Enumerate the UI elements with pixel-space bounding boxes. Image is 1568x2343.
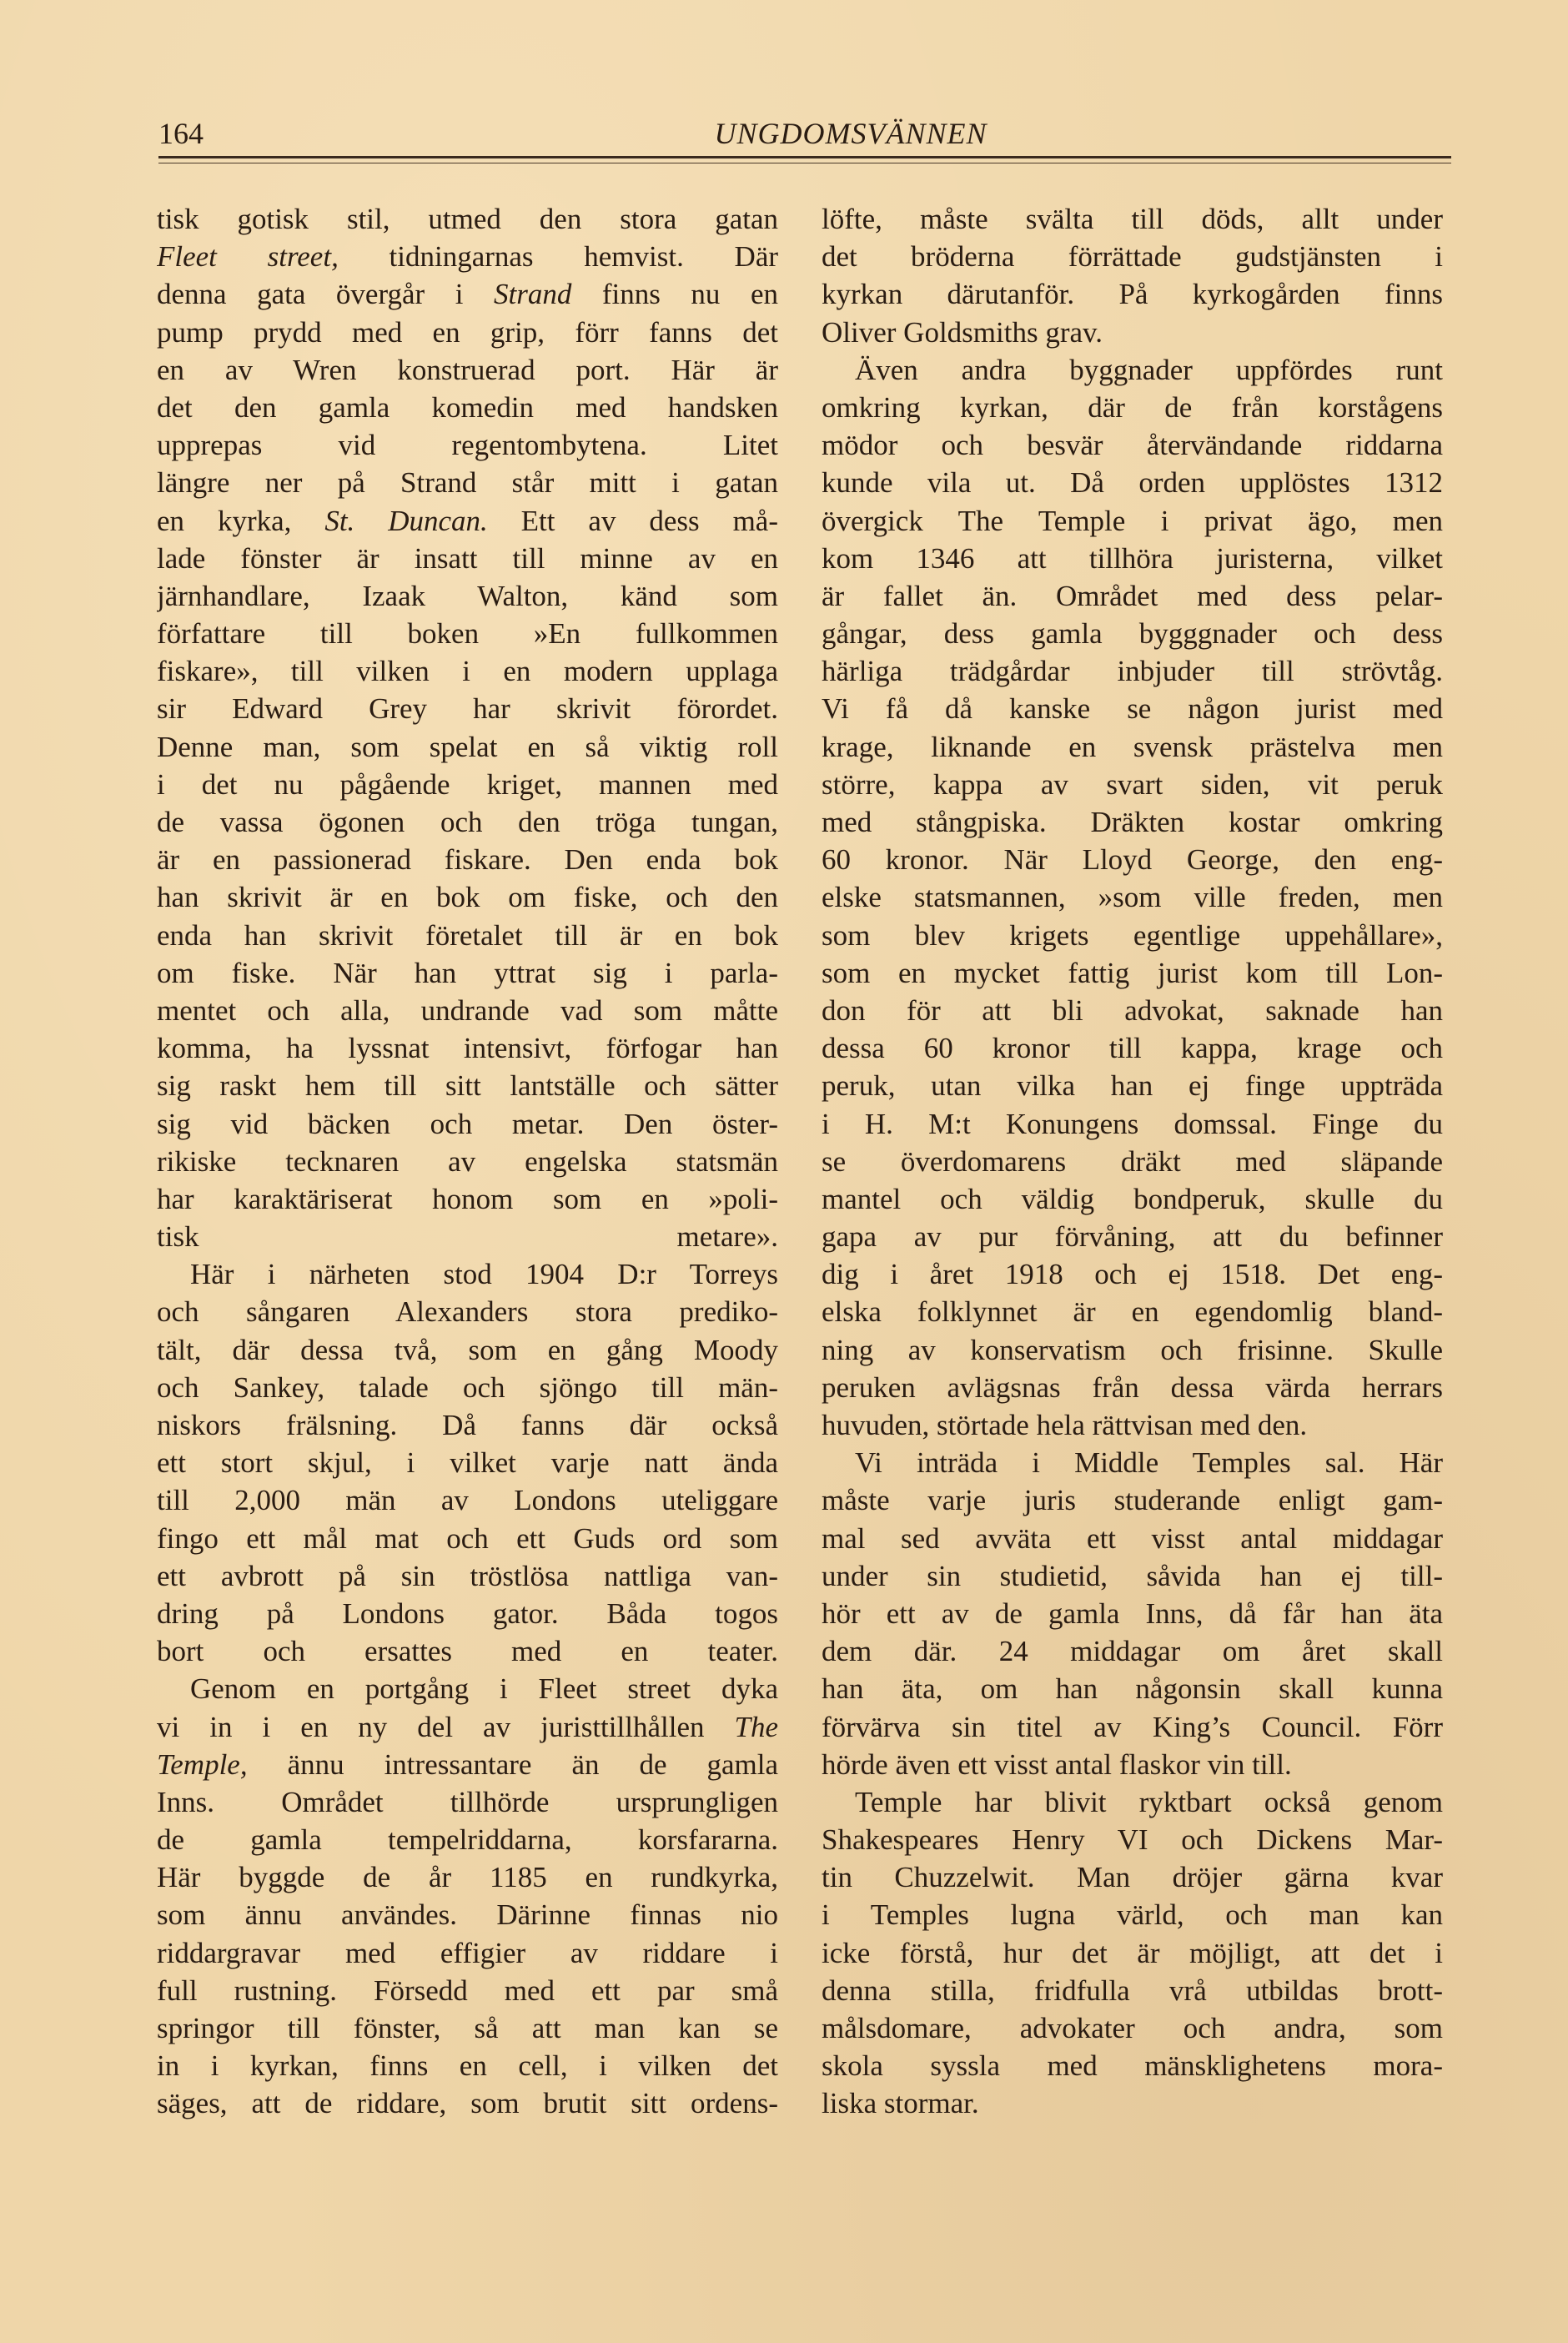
text-line: järnhandlare, Izaak Walton, känd som — [157, 579, 778, 612]
text-line: hör ett av de gamla Inns, då får han äta — [822, 1596, 1443, 1630]
text-line: krage, liknande en svensk prästelva men — [822, 730, 1443, 763]
text-line: omkring kyrkan, där de från korstågens — [822, 390, 1443, 424]
text-line: under sin studietid, såvida han ej till- — [822, 1559, 1443, 1592]
text-line: lade fönster är insatt till minne av en — [157, 541, 778, 575]
text-line: dring på Londons gator. Båda togos — [157, 1596, 778, 1630]
text-line: Vi inträda i Middle Temples sal. Här — [855, 1446, 1443, 1480]
text-line: en kyrka, St. Duncan. Ett av dess må- — [157, 504, 778, 537]
text-line: dem där. 24 middagar om året skall — [822, 1635, 1443, 1668]
text-line: de vassa ögonen och den tröga tungan, — [157, 806, 778, 838]
text-line: i det nu pågående kriget, mannen med — [157, 767, 778, 801]
text-line: kyrkan därutanför. På kyrkogården finns — [822, 278, 1443, 311]
text-line: de gamla tempelriddarna, korsfararna. — [157, 1823, 778, 1857]
text-line: don för att bli advokat, saknade han — [822, 993, 1443, 1027]
text-line: det bröderna förrättade gudstjänsten i — [822, 240, 1443, 274]
text-line: kunde vila ut. Då orden upplöstes 1312 — [822, 466, 1443, 500]
text-line: bort och ersattes med en teater. — [157, 1635, 778, 1668]
text-line: som ännu användes. Därinne finnas nio — [157, 1898, 778, 1932]
text-line: längre ner på Strand står mitt i gatan — [157, 466, 778, 500]
text-line: ett avbrott på sin tröstlösa nattliga van- — [157, 1559, 778, 1592]
text-line: skola syssla med mänsklighetens mora- — [822, 2049, 1443, 2083]
text-line: övergick The Temple i privat ägo, men — [822, 504, 1443, 537]
text-line: säges, att de riddare, som brutit sitt ordens- — [157, 2087, 778, 2120]
text-line: om fiske. När han yttrat sig i parla- — [157, 956, 778, 989]
left-column — [157, 200, 778, 2123]
text-line: ett stort skjul, i vilket varje natt ända — [157, 1446, 778, 1480]
text-line: se överdomarens dräkt med släpande — [822, 1144, 1443, 1178]
text-line: enda han skrivit företalet till är en bok — [157, 918, 778, 952]
text-line: större, kappa av svart siden, vit peruk — [822, 767, 1443, 801]
text-line: han skrivit är en bok om fiske, och den — [157, 881, 778, 914]
italic-text: The — [734, 1710, 778, 1743]
text-line: peruken avlägsnas från dessa värda herrars — [822, 1370, 1443, 1404]
text-line: måste varje juris studerande enligt gam- — [822, 1484, 1443, 1517]
page-number: 164 — [158, 117, 204, 150]
text-line: mödor och besvär återvändande riddarna — [822, 429, 1443, 462]
text-line: tin Chuzzelwit. Man dröjer gärna kvar — [822, 1861, 1443, 1894]
text-line: sig raskt hem till sitt lantställe och sätter — [157, 1069, 778, 1103]
text-line: elske statsmannen, »som ville freden, men — [822, 881, 1443, 914]
text-line: med stångpiska. Dräkten kostar omkring — [822, 806, 1443, 838]
text-line: Shakespeares Henry VI och Dickens Mar- — [822, 1823, 1443, 1857]
text-line: Fleet street, tidningarnas hemvist. Där — [157, 240, 778, 274]
text-line: Temple har blivit ryktbart också genom — [855, 1785, 1443, 1818]
text-line: niskors frälsning. Då fanns där också — [157, 1409, 778, 1441]
text-line: huvuden, störtade hela rättvisan med den. — [822, 1409, 1308, 1441]
text-line: fingo ett mål mat och ett Guds ord som — [157, 1521, 778, 1555]
text-line: Här i närheten stod 1904 D:r Torreys — [190, 1258, 778, 1291]
text-line: denna stilla, fridfulla vrå utbildas brott- — [822, 1973, 1443, 2007]
text-line: peruk, utan vilka han ej finge uppträda — [822, 1069, 1443, 1103]
text-line: rikiske tecknaren av engelska statsmän — [157, 1144, 778, 1178]
text-line: och Sankey, talade och sjöngo till män- — [157, 1370, 778, 1404]
header-rule-thick — [158, 156, 1451, 158]
text-line: kom 1346 att tillhöra juristerna, vilket — [822, 541, 1443, 575]
italic-text: Temple, — [157, 1747, 248, 1781]
text-line: tält, där dessa två, som en gång Moody — [157, 1333, 778, 1366]
text-line: gångar, dess gamla bygggnader och dess — [822, 617, 1443, 651]
text-line: härliga trädgårdar inbjuder till strövtåg. — [822, 655, 1443, 688]
text-line: sig vid bäcken och metar. Den öster- — [157, 1107, 778, 1140]
text-line: springor till fönster, så att man kan se — [157, 2012, 778, 2044]
text-line: är en passionerad fiskare. Den enda bok — [157, 843, 778, 877]
italic-text: St. Duncan. — [324, 504, 488, 537]
text-line: Temple, ännu intressantare än de gamla — [157, 1747, 778, 1781]
text-line: komma, ha lyssnat intensivt, förfogar han — [157, 1032, 778, 1065]
text-line: denna gata övergår i Strand finns nu en — [157, 278, 778, 311]
text-line: pump prydd med en grip, förr fanns det — [157, 315, 778, 349]
text-line: upprepas vid regentombytena. Litet — [157, 429, 778, 462]
text-line: elska folklynnet är en egendomlig bland- — [822, 1295, 1443, 1329]
text-line: in i kyrkan, finns en cell, i vilken det — [157, 2049, 778, 2083]
text-line: som en mycket fattig jurist kom till Lon- — [822, 956, 1443, 989]
text-line: Här byggde de år 1185 en rundkyrka, — [157, 1861, 778, 1894]
text-line: i Temples lugna värld, och man kan — [822, 1898, 1443, 1932]
text-line: och sångaren Alexanders stora prediko- — [157, 1295, 778, 1329]
text-line: vi in i en ny del av juristtillhållen The — [157, 1710, 778, 1743]
text-line: Denne man, som spelat en så viktig roll — [157, 730, 778, 763]
text-line: Vi få då kanske se någon jurist med — [822, 692, 1443, 726]
text-line: riddargravar med effigier av riddare i — [157, 1936, 778, 1969]
text-line: det den gamla komedin med handsken — [157, 390, 778, 424]
text-line: mantel och väldig bondperuk, skulle du — [822, 1182, 1443, 1215]
italic-text: Fleet street, — [157, 240, 339, 274]
text-line: en av Wren konstruerad port. Här är — [157, 353, 778, 386]
text-line: Även andra byggnader uppfördes runt — [855, 353, 1443, 386]
right-column — [822, 200, 1443, 2123]
text-line: Oliver Goldsmiths grav. — [822, 315, 1103, 349]
page-header — [158, 115, 1451, 157]
text-line: han äta, om han någonsin skall kunna — [822, 1672, 1443, 1706]
text-line: målsdomare, advokater och andra, som — [822, 2012, 1443, 2044]
text-line: gapa av pur förvåning, att du befinner — [822, 1220, 1443, 1254]
text-line: förvärva sin titel av King’s Council. Förr — [822, 1710, 1443, 1743]
text-line: mal sed avväta ett visst antal middagar — [822, 1521, 1443, 1555]
text-line: mentet och alla, undrande vad som måtte — [157, 993, 778, 1027]
text-line: löfte, måste svälta till döds, allt under — [822, 203, 1443, 235]
text-line: 60 kronor. När Lloyd George, den eng- — [822, 843, 1443, 877]
text-line: dessa 60 kronor till kappa, krage och — [822, 1032, 1443, 1065]
text-line: i H. M:t Konungens domssal. Finge du — [822, 1107, 1443, 1140]
text-line: är fallet än. Området med dess pelar- — [822, 579, 1443, 612]
text-line: fiskare», till vilken i en modern upplaga — [157, 655, 778, 688]
text-line: Inns. Området tillhörde ursprungligen — [157, 1785, 778, 1818]
running-title: UNGDOMSVÄNNEN — [714, 117, 988, 150]
italic-text: Strand — [493, 278, 572, 311]
text-line: sir Edward Grey har skrivit förordet. — [157, 692, 778, 726]
text-line: som blev krigets egentlige uppehållare», — [822, 918, 1443, 952]
text-line: tisk metare». — [157, 1220, 778, 1254]
text-line: till 2,000 män av Londons uteliggare — [157, 1484, 778, 1517]
text-line: liska stormar. — [822, 2087, 979, 2120]
text-line: författare till boken »En fullkommen — [157, 617, 778, 651]
text-line: icke förstå, hur det är möjligt, att det i — [822, 1936, 1443, 1969]
text-line: ning av konservatism och frisinne. Skulle — [822, 1333, 1443, 1366]
text-line: full rustning. Försedd med ett par små — [157, 1973, 778, 2007]
text-line: tisk gotisk stil, utmed den stora gatan — [157, 203, 778, 235]
text-line: hörde även ett visst antal flaskor vin till. — [822, 1747, 1292, 1781]
text-line: har karaktäriserat honom som en »poli- — [157, 1182, 778, 1215]
text-line: Genom en portgång i Fleet street dyka — [190, 1672, 778, 1706]
text-line: dig i året 1918 och ej 1518. Det eng- — [822, 1258, 1443, 1291]
